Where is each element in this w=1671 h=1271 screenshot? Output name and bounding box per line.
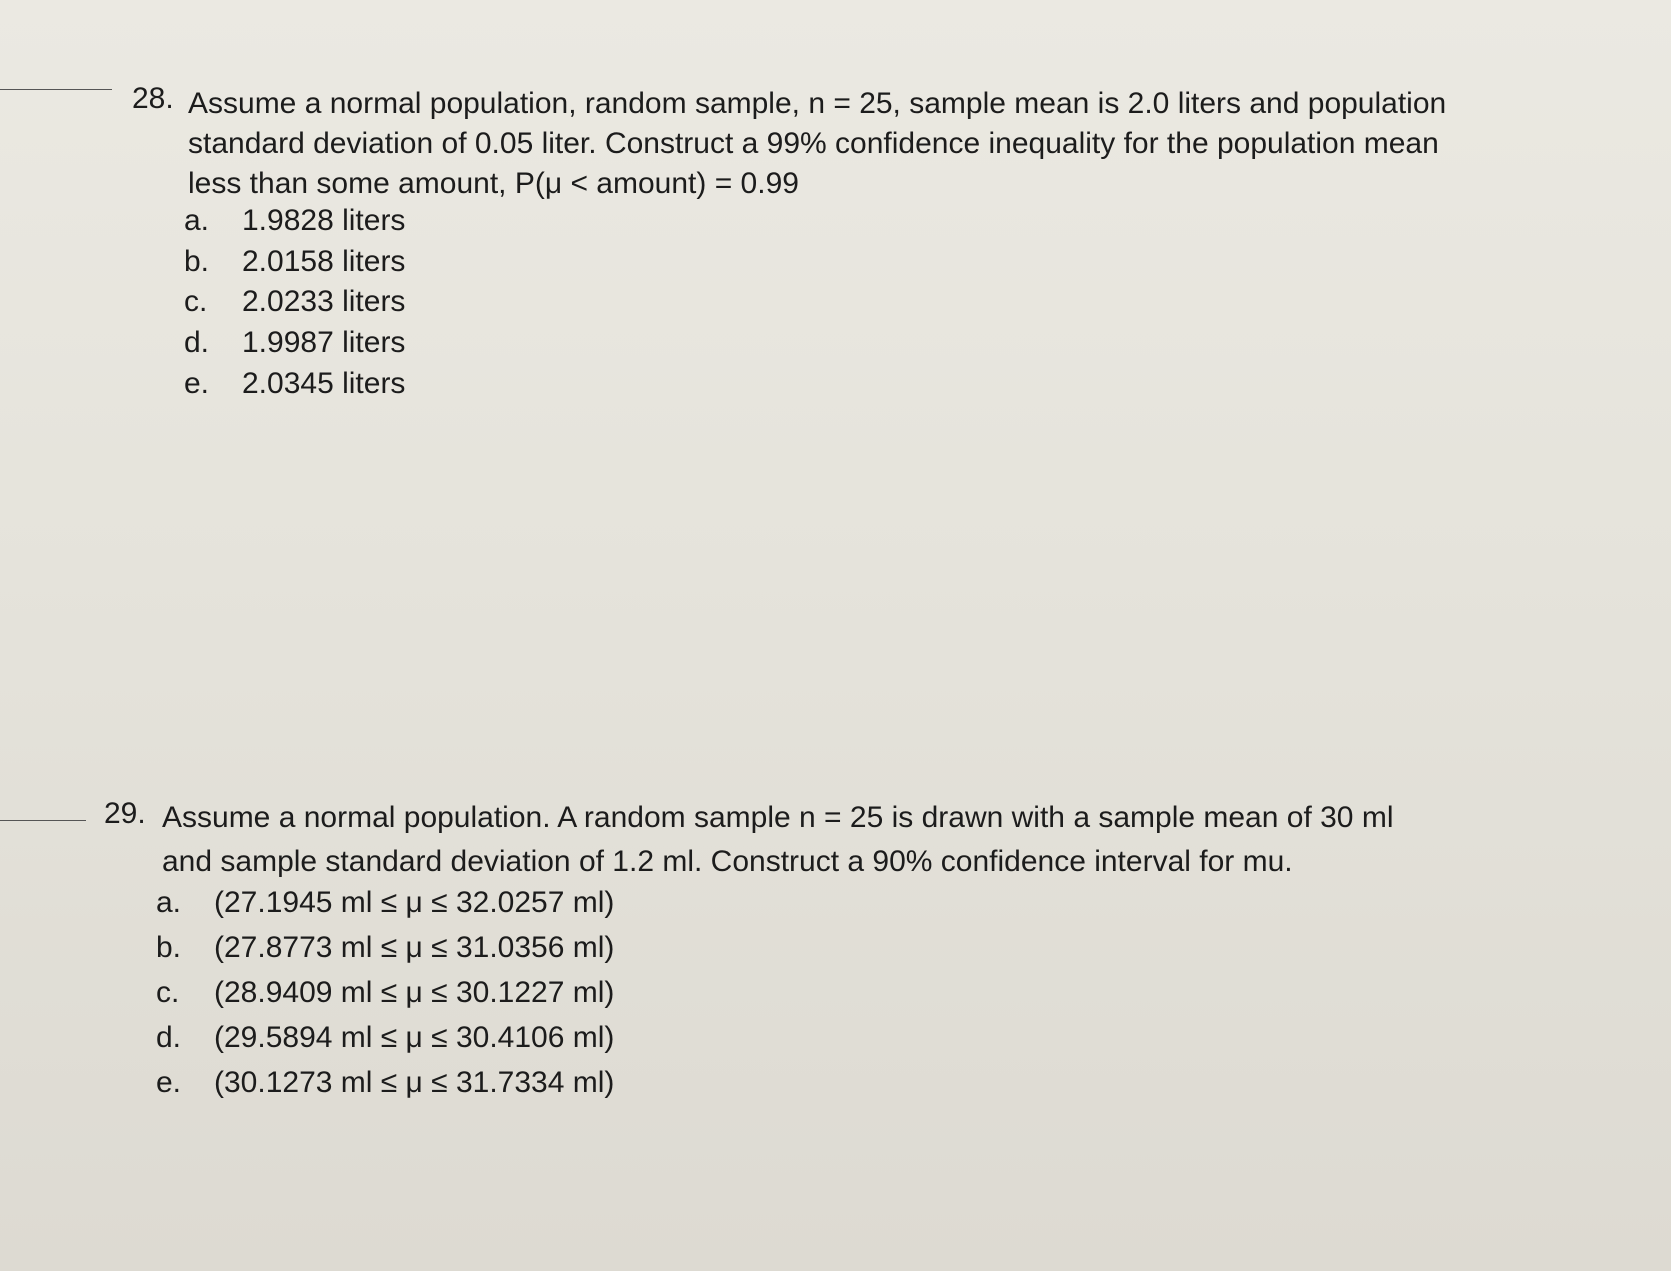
option-value: 2.0158 liters (242, 245, 406, 278)
option-value: (29.5894 ml ≤ μ ≤ 30.4106 ml) (214, 1021, 615, 1054)
question-28-line-3: less than some amount, P(μ < amount) = 0.99 (188, 167, 799, 200)
option-q28-e[interactable] (184, 367, 405, 408)
question-28-line-1: Assume a normal population, random sample, n = 25, sample mean is 2.0 liters and population (188, 87, 1447, 120)
option-letter: b. (184, 245, 210, 278)
option-value: (27.8773 ml ≤ μ ≤ 31.0356 ml) (214, 931, 615, 964)
question-text-29 (162, 796, 1393, 884)
question-29-line-1: Assume a normal population. A random sample n = 25 is drawn with a sample mean of 30 ml (162, 801, 1394, 834)
answer-blank-q28 (0, 89, 112, 90)
options-q28 (184, 204, 405, 408)
option-value: (28.9409 ml ≤ μ ≤ 30.1227 ml) (214, 976, 615, 1009)
option-value: 1.9987 liters (242, 326, 406, 359)
option-value: 1.9828 liters (242, 204, 406, 237)
option-letter: c. (184, 285, 208, 318)
option-q29-d[interactable] (156, 1021, 614, 1066)
question-28-line-2: standard deviation of 0.05 liter. Construct a 99% confidence inequality for the population mean (188, 127, 1439, 160)
option-q28-a[interactable] (184, 204, 405, 245)
option-q28-c[interactable] (184, 285, 405, 326)
option-letter: d. (184, 326, 210, 359)
option-letter: b. (156, 931, 182, 964)
option-letter: a. (184, 204, 210, 237)
option-q29-a[interactable] (156, 886, 614, 931)
option-letter: d. (156, 1021, 182, 1054)
option-q29-e[interactable] (156, 1066, 614, 1111)
option-q29-b[interactable] (156, 931, 614, 976)
question-number-29: 29. (104, 797, 146, 830)
option-q29-c[interactable] (156, 976, 614, 1021)
question-text-28 (188, 84, 1446, 204)
option-value: 2.0345 liters (242, 367, 406, 400)
option-letter: e. (184, 367, 210, 400)
answer-blank-q29 (0, 820, 86, 821)
options-q29 (156, 886, 614, 1111)
option-letter: c. (156, 976, 180, 1009)
option-letter: e. (156, 1066, 182, 1099)
option-value: (30.1273 ml ≤ μ ≤ 31.7334 ml) (214, 1066, 615, 1099)
question-29-line-2: and sample standard deviation of 1.2 ml. Construct a 90% confidence interval for mu. (162, 845, 1293, 878)
option-q28-d[interactable] (184, 326, 405, 367)
option-value: (27.1945 ml ≤ μ ≤ 32.0257 ml) (214, 886, 615, 919)
question-number-28: 28. (132, 82, 174, 115)
option-q28-b[interactable] (184, 245, 405, 285)
option-value: 2.0233 liters (242, 285, 406, 318)
option-letter: a. (156, 886, 182, 919)
